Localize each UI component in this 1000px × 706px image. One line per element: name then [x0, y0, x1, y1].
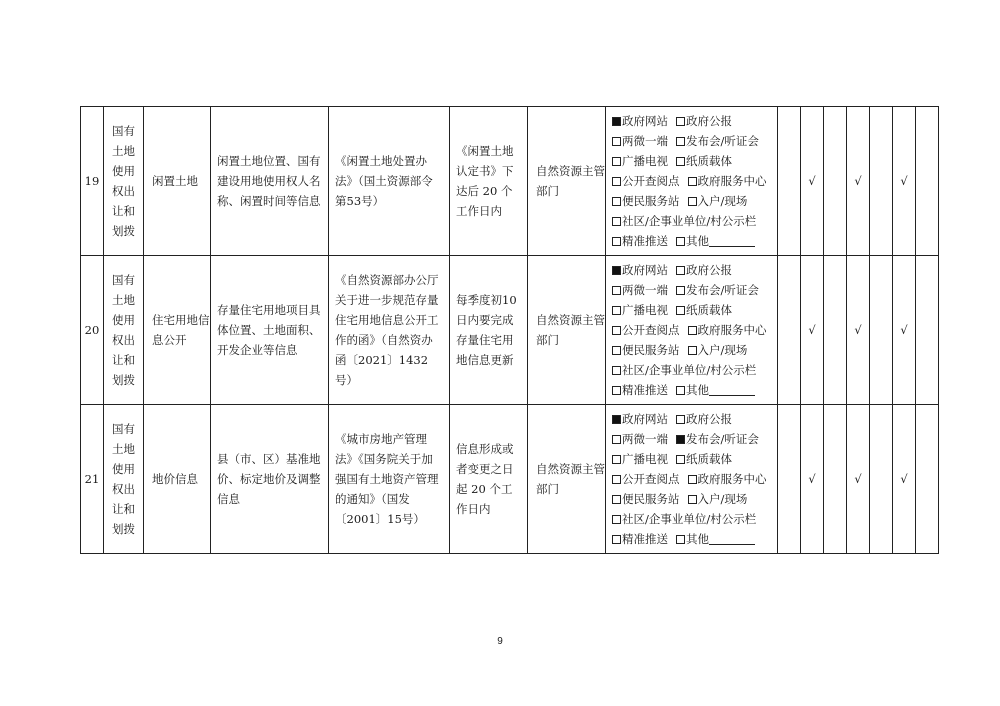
channel-line [612, 449, 777, 469]
channel-label: 两微一端 [622, 432, 668, 446]
content-text: 县（市、区）基准地价、标定地价及调整信息 [217, 452, 321, 506]
category-line: 权出 [112, 333, 135, 347]
check-cell [824, 256, 847, 405]
channel-label: 纸质载体 [686, 452, 732, 466]
channel-option-convenience[interactable] [612, 340, 680, 360]
channel-label: 入户/现场 [697, 343, 748, 357]
time-limit-cell [450, 107, 528, 256]
channel-option-push[interactable] [612, 231, 668, 251]
subject-text: 自然资源主管部门 [536, 313, 605, 347]
disclosure-table [80, 106, 939, 554]
channel-line [612, 429, 777, 449]
other-fill-blank [709, 234, 755, 247]
channel-option-onsite[interactable] [688, 340, 748, 360]
unchecked-checkbox-icon[interactable] [612, 326, 621, 335]
channel-line [612, 231, 777, 251]
unchecked-checkbox-icon[interactable] [676, 137, 685, 146]
check-cell [778, 107, 801, 256]
checked-checkbox-icon[interactable] [612, 117, 621, 126]
channel-option-onsite[interactable] [688, 489, 748, 509]
category-line: 使用 [112, 462, 135, 476]
row-number: 20 [81, 256, 104, 405]
category-line: 国有 [112, 124, 135, 138]
category-cell [104, 256, 144, 405]
check-cell [847, 405, 870, 554]
unchecked-checkbox-icon[interactable] [612, 515, 621, 524]
unchecked-checkbox-icon[interactable] [688, 346, 697, 355]
channel-option-service-center[interactable] [688, 469, 767, 489]
content-cell [211, 405, 329, 554]
channel-option-paper[interactable] [676, 151, 732, 171]
channel-label: 政府服务中心 [697, 323, 767, 337]
channel-option-two-micro[interactable] [612, 280, 668, 300]
channel-option-press-hearing[interactable] [676, 429, 759, 449]
channel-option-paper[interactable] [676, 300, 732, 320]
channel-option-push[interactable] [612, 380, 668, 400]
checked-checkbox-icon[interactable] [612, 266, 621, 275]
channel-label: 两微一端 [622, 283, 668, 297]
time-limit-text: 每季度初10日内要完成存量住宅用地信息更新 [456, 293, 517, 367]
check-cell [778, 256, 801, 405]
channel-option-gov-gazette[interactable] [676, 409, 732, 429]
channel-label: 社区/企事业单位/村公示栏 [622, 214, 757, 228]
channel-option-gov-gazette[interactable] [676, 111, 732, 131]
channel-option-bulletin[interactable] [612, 360, 756, 380]
category-line: 国有 [112, 422, 135, 436]
unchecked-checkbox-icon[interactable] [612, 346, 621, 355]
check-cell [824, 107, 847, 256]
item-cell [144, 405, 211, 554]
check-cell [870, 107, 893, 256]
category-line: 权出 [112, 184, 135, 198]
channel-line [612, 340, 777, 360]
check-cell [916, 405, 939, 554]
content-text: 存量住宅用地项目具体位置、土地面积、开发企业等信息 [217, 303, 321, 357]
channel-label: 纸质载体 [686, 154, 732, 168]
channel-line [612, 171, 777, 191]
channel-option-convenience[interactable] [612, 489, 680, 509]
channel-label: 政府服务中心 [697, 472, 767, 486]
item-text: 住宅用地信息公开 [152, 313, 210, 347]
content-text: 闲置土地位置、国有建设用地使用权人名称、闲置时间等信息 [217, 154, 321, 208]
channels-cell [606, 405, 778, 554]
category-line: 划拨 [112, 224, 135, 238]
channel-line [612, 211, 777, 231]
check-cell [916, 107, 939, 256]
channel-option-tv[interactable] [612, 449, 668, 469]
channel-line [612, 131, 777, 151]
category-cell [104, 107, 144, 256]
category-line: 划拨 [112, 373, 135, 387]
channel-label: 其他 [686, 234, 709, 248]
time-limit-text: 《闲置土地认定书》下达后 20 个工作日内 [456, 144, 514, 218]
channel-line [612, 380, 777, 400]
channel-line [612, 151, 777, 171]
check-mark: √ [900, 174, 908, 188]
table-body [81, 107, 939, 554]
channel-option-gov-site[interactable] [612, 409, 668, 429]
check-cell [870, 405, 893, 554]
row-number: 19 [81, 107, 104, 256]
category-line: 让和 [112, 502, 135, 516]
check-mark: √ [900, 323, 908, 337]
channel-label: 发布会/听证会 [686, 283, 759, 297]
channel-label: 政府网站 [622, 263, 668, 277]
check-cell [893, 405, 916, 554]
unchecked-checkbox-icon[interactable] [612, 197, 621, 206]
category-line: 土地 [112, 442, 135, 456]
channel-label: 入户/现场 [697, 194, 748, 208]
channel-line [612, 280, 777, 300]
channel-option-gov-site[interactable] [612, 260, 668, 280]
other-fill-blank [709, 532, 755, 545]
channel-option-two-micro[interactable] [612, 429, 668, 449]
channel-label: 社区/企事业单位/村公示栏 [622, 363, 757, 377]
unchecked-checkbox-icon[interactable] [688, 326, 697, 335]
channel-option-other[interactable] [676, 529, 755, 549]
channel-label: 入户/现场 [697, 492, 748, 506]
check-mark: √ [854, 472, 862, 486]
table-row [81, 405, 939, 554]
channel-label: 其他 [686, 383, 709, 397]
subject-cell [528, 405, 606, 554]
channel-option-convenience[interactable] [612, 191, 680, 211]
unchecked-checkbox-icon[interactable] [676, 117, 685, 126]
basis-text: 《闲置土地处置办法》（国土资源部令第53号） [335, 154, 433, 208]
category-line: 让和 [112, 204, 135, 218]
channel-label: 政府网站 [622, 114, 668, 128]
checked-checkbox-icon[interactable] [612, 415, 621, 424]
unchecked-checkbox-icon[interactable] [688, 495, 697, 504]
unchecked-checkbox-icon[interactable] [688, 475, 697, 484]
time-limit-cell [450, 256, 528, 405]
channel-label: 便民服务站 [622, 343, 680, 357]
category-line: 国有 [112, 273, 135, 287]
channel-line [612, 360, 777, 380]
table-row [81, 107, 939, 256]
unchecked-checkbox-icon[interactable] [676, 286, 685, 295]
channel-option-paper[interactable] [676, 449, 732, 469]
channel-option-bulletin[interactable] [612, 211, 756, 231]
unchecked-checkbox-icon[interactable] [612, 535, 621, 544]
channels-cell [606, 107, 778, 256]
channel-label: 政府公报 [686, 412, 732, 426]
unchecked-checkbox-icon[interactable] [688, 197, 697, 206]
unchecked-checkbox-icon[interactable] [612, 435, 621, 444]
other-fill-blank [709, 383, 755, 396]
channel-label: 社区/企事业单位/村公示栏 [622, 512, 757, 526]
unchecked-checkbox-icon[interactable] [612, 177, 621, 186]
unchecked-checkbox-icon[interactable] [612, 386, 621, 395]
check-cell [824, 405, 847, 554]
channel-line [612, 111, 777, 131]
unchecked-checkbox-icon[interactable] [676, 237, 685, 246]
channel-label: 公开查阅点 [622, 174, 680, 188]
unchecked-checkbox-icon[interactable] [676, 266, 685, 275]
subject-text: 自然资源主管部门 [536, 164, 605, 198]
channel-option-gov-gazette[interactable] [676, 260, 732, 280]
unchecked-checkbox-icon[interactable] [612, 137, 621, 146]
check-mark: √ [854, 323, 862, 337]
category-line: 使用 [112, 164, 135, 178]
channel-label: 公开查阅点 [622, 323, 680, 337]
check-cell [801, 107, 824, 256]
channel-option-press-hearing[interactable] [676, 131, 759, 151]
unchecked-checkbox-icon[interactable] [612, 366, 621, 375]
basis-cell [329, 107, 450, 256]
check-cell [870, 256, 893, 405]
unchecked-checkbox-icon[interactable] [676, 306, 685, 315]
channel-label: 便民服务站 [622, 194, 680, 208]
category-line: 土地 [112, 293, 135, 307]
subject-cell [528, 256, 606, 405]
channel-option-public-reading[interactable] [612, 171, 680, 191]
check-cell [916, 256, 939, 405]
channel-line [612, 320, 777, 340]
page-number: 9 [497, 636, 503, 647]
channel-option-bulletin[interactable] [612, 509, 756, 529]
unchecked-checkbox-icon[interactable] [612, 306, 621, 315]
time-limit-cell [450, 405, 528, 554]
channel-option-service-center[interactable] [688, 320, 767, 340]
channel-label: 发布会/听证会 [686, 134, 759, 148]
channel-option-onsite[interactable] [688, 191, 748, 211]
check-cell [847, 107, 870, 256]
unchecked-checkbox-icon[interactable] [688, 177, 697, 186]
channel-line [612, 300, 777, 320]
channel-label: 其他 [686, 532, 709, 546]
item-cell [144, 107, 211, 256]
channel-label: 精准推送 [622, 234, 668, 248]
channel-option-other[interactable] [676, 231, 755, 251]
table-row [81, 256, 939, 405]
subject-text: 自然资源主管部门 [536, 462, 605, 496]
channel-option-service-center[interactable] [688, 171, 767, 191]
channel-option-public-reading[interactable] [612, 469, 680, 489]
check-cell [801, 405, 824, 554]
check-cell [847, 256, 870, 405]
time-limit-text: 信息形成或者变更之日起 20 个工作日内 [456, 442, 514, 516]
category-line: 让和 [112, 353, 135, 367]
channel-option-tv[interactable] [612, 300, 668, 320]
unchecked-checkbox-icon[interactable] [676, 415, 685, 424]
channel-label: 便民服务站 [622, 492, 680, 506]
category-line: 权出 [112, 482, 135, 496]
channel-label: 纸质载体 [686, 303, 732, 317]
check-mark: √ [854, 174, 862, 188]
unchecked-checkbox-icon[interactable] [612, 286, 621, 295]
check-cell [801, 256, 824, 405]
item-cell [144, 256, 211, 405]
channel-option-other[interactable] [676, 380, 755, 400]
channel-label: 精准推送 [622, 532, 668, 546]
unchecked-checkbox-icon[interactable] [612, 157, 621, 166]
channel-line [612, 469, 777, 489]
channel-label: 政府公报 [686, 114, 732, 128]
channel-label: 精准推送 [622, 383, 668, 397]
channel-line [612, 191, 777, 211]
subject-cell [528, 107, 606, 256]
channel-line [612, 489, 777, 509]
channel-option-press-hearing[interactable] [676, 280, 759, 300]
channel-label: 广播电视 [622, 452, 668, 466]
channel-option-two-micro[interactable] [612, 131, 668, 151]
check-mark: √ [808, 323, 816, 337]
unchecked-checkbox-icon[interactable] [612, 455, 621, 464]
unchecked-checkbox-icon[interactable] [612, 217, 621, 226]
channel-line [612, 509, 777, 529]
channels-cell [606, 256, 778, 405]
channel-label: 发布会/听证会 [686, 432, 759, 446]
check-cell [893, 107, 916, 256]
unchecked-checkbox-icon[interactable] [612, 237, 621, 246]
category-line: 土地 [112, 144, 135, 158]
content-cell [211, 107, 329, 256]
channel-option-public-reading[interactable] [612, 320, 680, 340]
checked-checkbox-icon[interactable] [676, 435, 685, 444]
basis-cell [329, 256, 450, 405]
channel-label: 公开查阅点 [622, 472, 680, 486]
check-mark: √ [808, 472, 816, 486]
unchecked-checkbox-icon[interactable] [676, 157, 685, 166]
row-number: 21 [81, 405, 104, 554]
category-cell [104, 405, 144, 554]
unchecked-checkbox-icon[interactable] [676, 386, 685, 395]
channel-line [612, 260, 777, 280]
item-text: 地价信息 [152, 472, 198, 486]
check-cell [893, 256, 916, 405]
category-line: 使用 [112, 313, 135, 327]
basis-text: 《城市房地产管理法》《国务院关于加强国有土地资产管理的通知》（国发〔2001〕15号） [335, 432, 439, 526]
basis-cell [329, 405, 450, 554]
channel-label: 政府网站 [622, 412, 668, 426]
channel-label: 两微一端 [622, 134, 668, 148]
channel-label: 政府服务中心 [697, 174, 767, 188]
channel-option-gov-site[interactable] [612, 111, 668, 131]
channel-option-push[interactable] [612, 529, 668, 549]
unchecked-checkbox-icon[interactable] [612, 475, 621, 484]
check-cell [778, 405, 801, 554]
channel-line [612, 529, 777, 549]
channel-option-tv[interactable] [612, 151, 668, 171]
unchecked-checkbox-icon[interactable] [612, 495, 621, 504]
unchecked-checkbox-icon[interactable] [676, 535, 685, 544]
category-line: 划拨 [112, 522, 135, 536]
channel-line [612, 409, 777, 429]
channel-label: 政府公报 [686, 263, 732, 277]
content-cell [211, 256, 329, 405]
channel-label: 广播电视 [622, 154, 668, 168]
check-mark: √ [900, 472, 908, 486]
channel-label: 广播电视 [622, 303, 668, 317]
item-text: 闲置土地 [152, 174, 198, 188]
check-mark: √ [808, 174, 816, 188]
basis-text: 《自然资源部办公厅关于进一步规范存量住宅用地信息公开工作的函》（自然资办函〔2021〕1432号） [335, 273, 439, 387]
unchecked-checkbox-icon[interactable] [676, 455, 685, 464]
